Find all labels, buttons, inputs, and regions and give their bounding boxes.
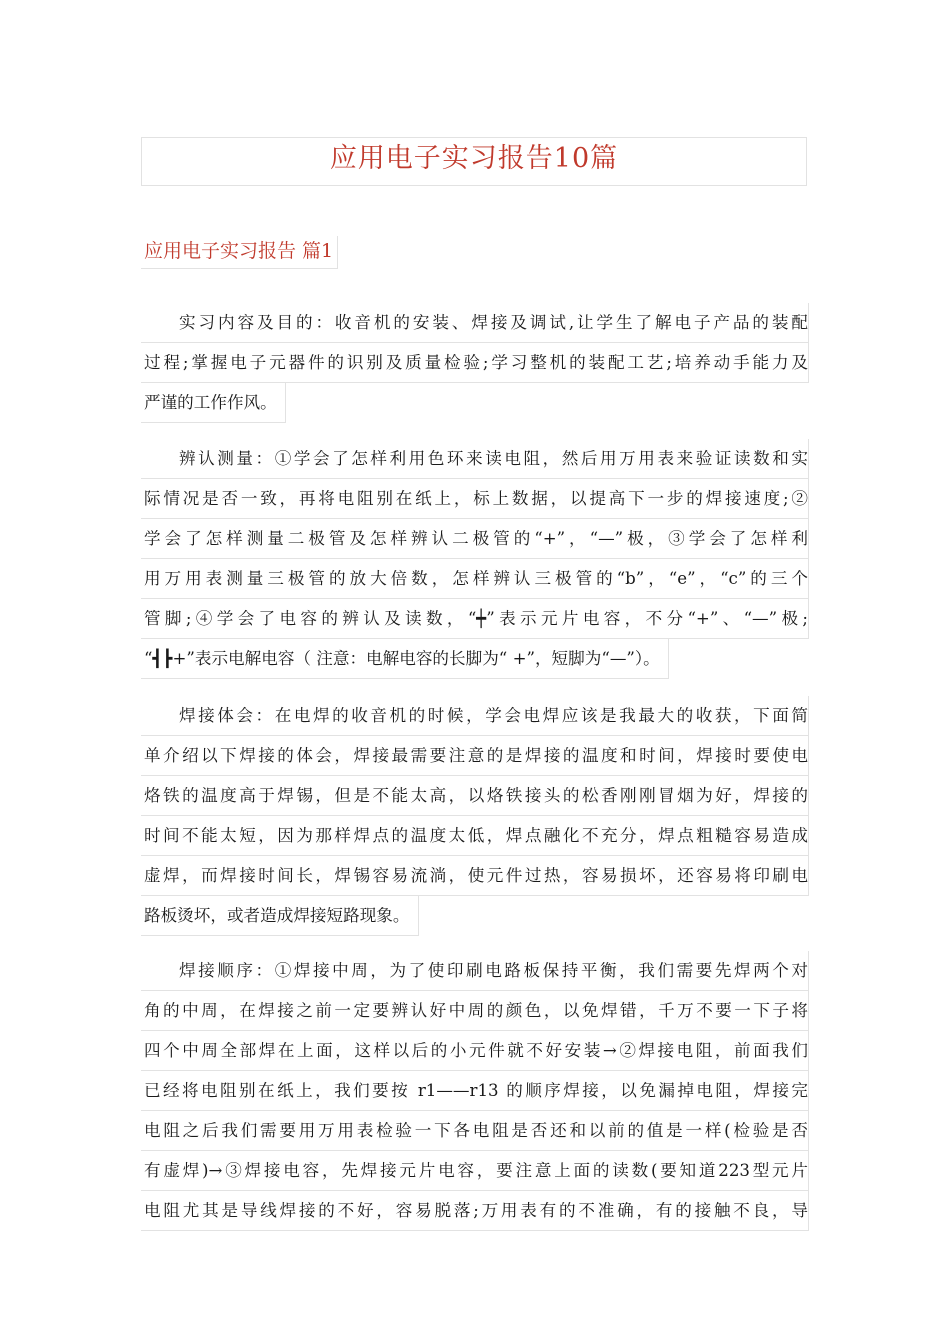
- text-line: 虚焊，而焊接时间长，焊锡容易流淌，使元件过热，容易损坏，还容易将印刷电: [141, 856, 809, 896]
- section-heading: 应用电子实习报告 篇1: [141, 236, 338, 269]
- text-line: 学会了怎样测量二极管及怎样辨认二极管的“+”，“—”极，③学会了怎样利: [141, 519, 809, 559]
- text-line: 已经将电阻别在纸上，我们要按 r1——r13 的顺序焊接，以免漏掉电阻，焊接完: [141, 1071, 809, 1111]
- text-line: 时间不能太短，因为那样焊点的温度太低，焊点融化不充分，焊点粗糙容易造成: [141, 816, 809, 856]
- paragraph-measurement: [141, 439, 809, 683]
- text-line: 焊接体会：在电焊的收音机的时候，学会电焊应该是我最大的收获，下面简: [141, 696, 809, 736]
- text-line: 管脚;④学会了电容的辨认及读数，“┿”表示元片电容，不分“+”、“—”极;: [141, 599, 809, 639]
- text-line: 电阻尤其是导线焊接的不好，容易脱落;万用表有的不准确，有的接触不良，导: [141, 1191, 809, 1231]
- text-line: 电阻之后我们需要用万用表检验一下各电阻是否还和以前的值是一样(检验是否: [141, 1111, 809, 1151]
- text-line: 角的中周，在焊接之前一定要辨认好中周的颜色，以免焊错，千万不要一下子将: [141, 991, 809, 1031]
- paragraph-purpose: [141, 303, 809, 427]
- text-line: “┫┣+”表示电解电容（ 注意：电解电容的长脚为“ +”，短脚为“—”）。: [141, 639, 669, 679]
- text-line: 有虚焊)→③焊接电容，先焊接元片电容，要注意上面的读数(要知道223型元片: [141, 1151, 809, 1191]
- text-line: 焊接顺序：①焊接中周，为了使印刷电路板保持平衡，我们需要先焊两个对: [141, 951, 809, 991]
- document-title: 应用电子实习报告10篇: [329, 143, 619, 174]
- text-line: 严谨的工作作风。: [141, 383, 286, 423]
- paragraph-soldering-experience: [141, 696, 809, 940]
- text-line: 烙铁的温度高于焊锡，但是不能太高，以烙铁接头的松香刚刚冒烟为好，焊接的: [141, 776, 809, 816]
- text-line: 实习内容及目的：收音机的安装、焊接及调试,让学生了解电子产品的装配: [141, 303, 809, 343]
- text-line: 单介绍以下焊接的体会，焊接最需要注意的是焊接的温度和时间，焊接时要使电: [141, 736, 809, 776]
- document-title-box: [141, 137, 807, 186]
- text-line: 辨认测量：①学会了怎样利用色环来读电阻，然后用万用表来验证读数和实: [141, 439, 809, 479]
- text-line: 际情况是否一致，再将电阻别在纸上，标上数据，以提高下一步的焊接速度;②: [141, 479, 809, 519]
- text-line: 过程;掌握电子元器件的识别及质量检验;学习整机的装配工艺;培养动手能力及: [141, 343, 809, 383]
- paragraph-soldering-order: [141, 951, 809, 1231]
- text-line: 四个中周全部焊在上面，这样以后的小元件就不好安装→②焊接电阻，前面我们: [141, 1031, 809, 1071]
- text-line: 路板烫坏，或者造成焊接短路现象。: [141, 896, 419, 936]
- text-line: 用万用表测量三极管的放大倍数，怎样辨认三极管的“b”，“e”，“c”的三个: [141, 559, 809, 599]
